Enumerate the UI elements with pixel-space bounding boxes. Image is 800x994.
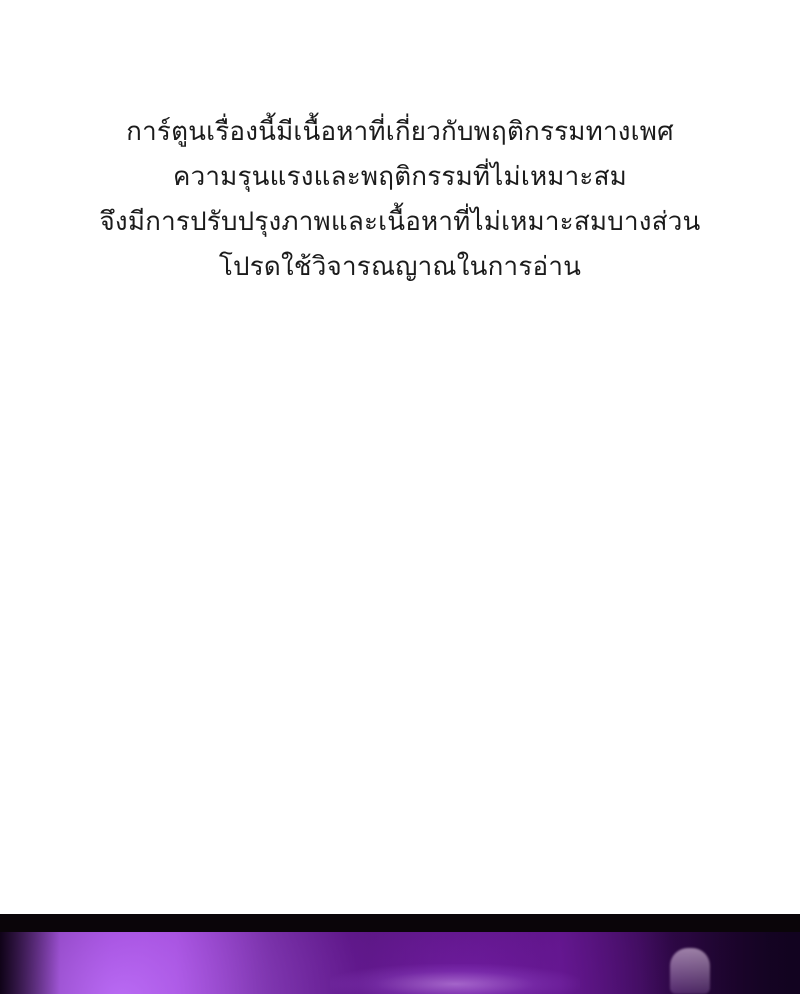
notice-line-2: ความรุนแรงและพฤติกรรมที่ไม่เหมาะสม	[172, 162, 627, 192]
panel-shadow-left	[0, 932, 60, 994]
notice-line-1: การ์ตูนเรื่องนี้มีเนื้อหาที่เกี่ยวกับพฤติกรรมทางเพศ	[126, 117, 674, 147]
notice-line-3: จึงมีการปรับปรุงภาพและเนื้อหาที่ไม่เหมาะสมบางส่วน	[99, 207, 701, 237]
panel-figure-silhouette	[670, 948, 710, 994]
panel-glow	[330, 964, 580, 994]
content-warning-notice	[0, 110, 800, 290]
panel-shadow-right	[640, 932, 800, 994]
panel-gutter-bar	[0, 914, 800, 932]
notice-line-4: โปรดใช้วิจารณญาณในการอ่าน	[218, 252, 582, 282]
comic-panel-strip	[0, 914, 800, 994]
